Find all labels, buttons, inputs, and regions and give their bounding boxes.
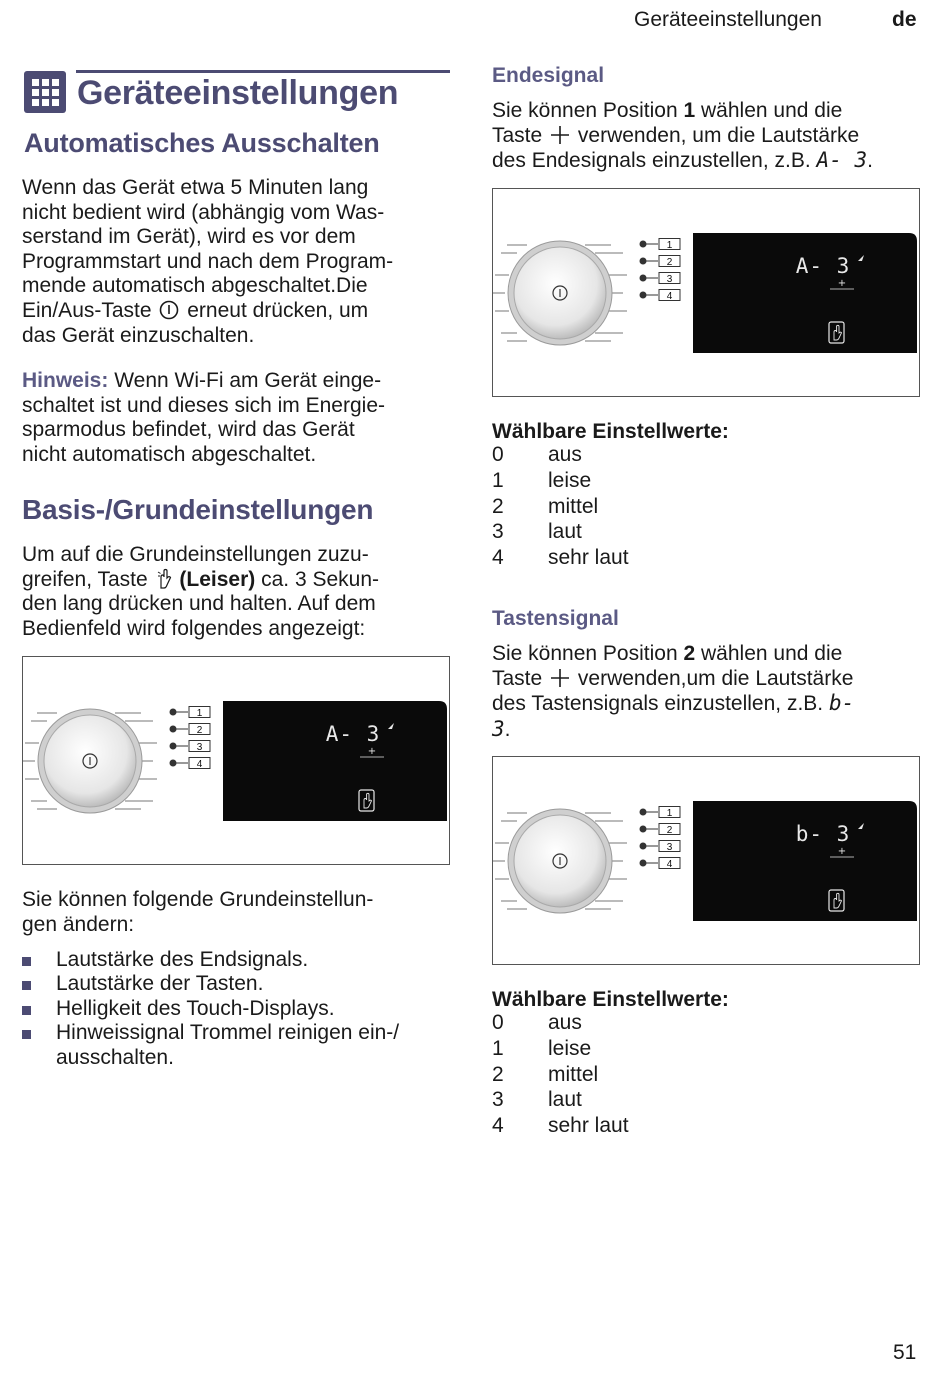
position-number: 3 [666, 842, 673, 853]
list-item: 2 mittel [492, 494, 599, 518]
running-header-section: Geräteeinstellungen [634, 8, 822, 31]
bullet-square [22, 1030, 31, 1039]
note-paragraph: Hinweis: Wenn Wi-Fi am Gerät einge- schaltet ist und dieses sich im Energie- sparmodus befindet, wird das Gerät nicht automatisch abgeschaltet. [22, 369, 385, 466]
control-panel-figure-1 [22, 656, 450, 865]
page-title: Geräteeinstellungen [77, 74, 399, 112]
list-item: 2 mittel [492, 1062, 599, 1086]
position-number: 4 [196, 759, 203, 770]
position-number: 2 [666, 825, 673, 836]
position-number: 3 [196, 742, 203, 753]
list-item: 3 laut [492, 520, 582, 544]
note-label: Hinweis: [22, 369, 109, 392]
heading-end-signal: Endesignal [492, 64, 605, 87]
position-number: 2 [196, 725, 203, 736]
list-item: 4 sehr laut [492, 1114, 629, 1138]
list-item: 1 leise [492, 1036, 592, 1060]
control-panel-figure-3 [492, 756, 920, 965]
control-panel-figure-2 [492, 188, 920, 397]
list-item: Lautstärke der Tasten. [22, 972, 452, 997]
plus-icon [550, 668, 570, 688]
display-plus: + [837, 846, 847, 857]
bullet-square [22, 957, 31, 966]
list-item: Hinweissignal Trommel reinigen ein-/ ausschalten. [22, 1021, 452, 1071]
display-readout: A- 3 [325, 722, 381, 746]
display-panel [693, 233, 917, 353]
display-readout: b- 3 [795, 822, 851, 846]
display-plus: + [837, 278, 847, 289]
list-item: Lautstärke des Endsignals. [22, 948, 452, 973]
position-number: 2 [666, 257, 673, 268]
basic-intro-paragraph: Um auf die Grundeinstellungen zuzu- greifen, Taste (Leiser) ca. 3 Sekun- den lang drücken und halten. Auf dem Bedienfeld wird folgendes angezeigt: [22, 543, 379, 640]
selectable-values-list [492, 443, 792, 572]
running-header-language: de [892, 8, 917, 31]
display-panel [223, 701, 447, 821]
title-rule [76, 70, 450, 73]
basic-changeable-paragraph: Sie können folgende Grundeinstellun- gen ändern: [22, 888, 374, 936]
display-panel [693, 801, 917, 921]
position-number: 4 [666, 859, 673, 870]
example-display-value-part1: b- [828, 691, 855, 716]
selectable-values-list [492, 1011, 792, 1140]
list-item: 4 sehr laut [492, 546, 629, 570]
list-item: 3 laut [492, 1088, 582, 1112]
display-plus: + [367, 746, 377, 757]
quieter-hand-icon [156, 568, 172, 590]
power-icon [159, 300, 179, 320]
heading-key-signal: Tastensignal [492, 607, 619, 630]
example-display-value-part2: 3 [492, 716, 505, 741]
bullet-square [22, 1006, 31, 1015]
list-item: 0 aus [492, 443, 582, 466]
position-number: 3 [666, 274, 673, 285]
position-number: 1 [196, 708, 203, 719]
list-item: Helligkeit des Touch-Displays. [22, 997, 452, 1022]
bullet-square [22, 981, 31, 990]
position-number: 1 [666, 240, 673, 251]
auto-off-paragraph: Wenn das Gerät etwa 5 Minuten lang nicht bedient wird (abhängig vom Was- serstand im Gerät), wird es vor dem Programmstart und nach dem Program- mende automatisch abgeschaltet.Die Ein/Aus-Taste erneut drücken, um das Gerät einzuschalten. [22, 176, 394, 347]
settings-grid-icon [24, 71, 66, 113]
heading-basic-settings: Basis-/Grundeinstellungen [22, 494, 374, 525]
selectable-values-label: Wählbare Einstellwerte: [492, 420, 729, 443]
heading-auto-off: Automatisches Ausschalten [24, 128, 380, 158]
example-display-value: A- 3 [816, 148, 868, 173]
list-item: 0 aus [492, 1011, 582, 1034]
key-signal-paragraph: Sie können Position 2 wählen und die Taste verwenden,um die Lautstärke des Tastensignals einzustellen, z.B. b- 3. [492, 642, 855, 741]
list-item: 1 leise [492, 468, 592, 492]
selectable-values-label: Wählbare Einstellwerte: [492, 988, 729, 1011]
position-number: 1 [666, 808, 673, 819]
page-number: 51 [893, 1341, 917, 1364]
display-readout: A- 3 [795, 254, 851, 278]
plus-icon [550, 125, 570, 145]
position-number: 4 [666, 291, 673, 302]
end-signal-paragraph: Sie können Position 1 wählen und die Taste verwenden, um die Lautstärke des Endesignals einzustellen, z.B. A- 3. [492, 99, 873, 173]
